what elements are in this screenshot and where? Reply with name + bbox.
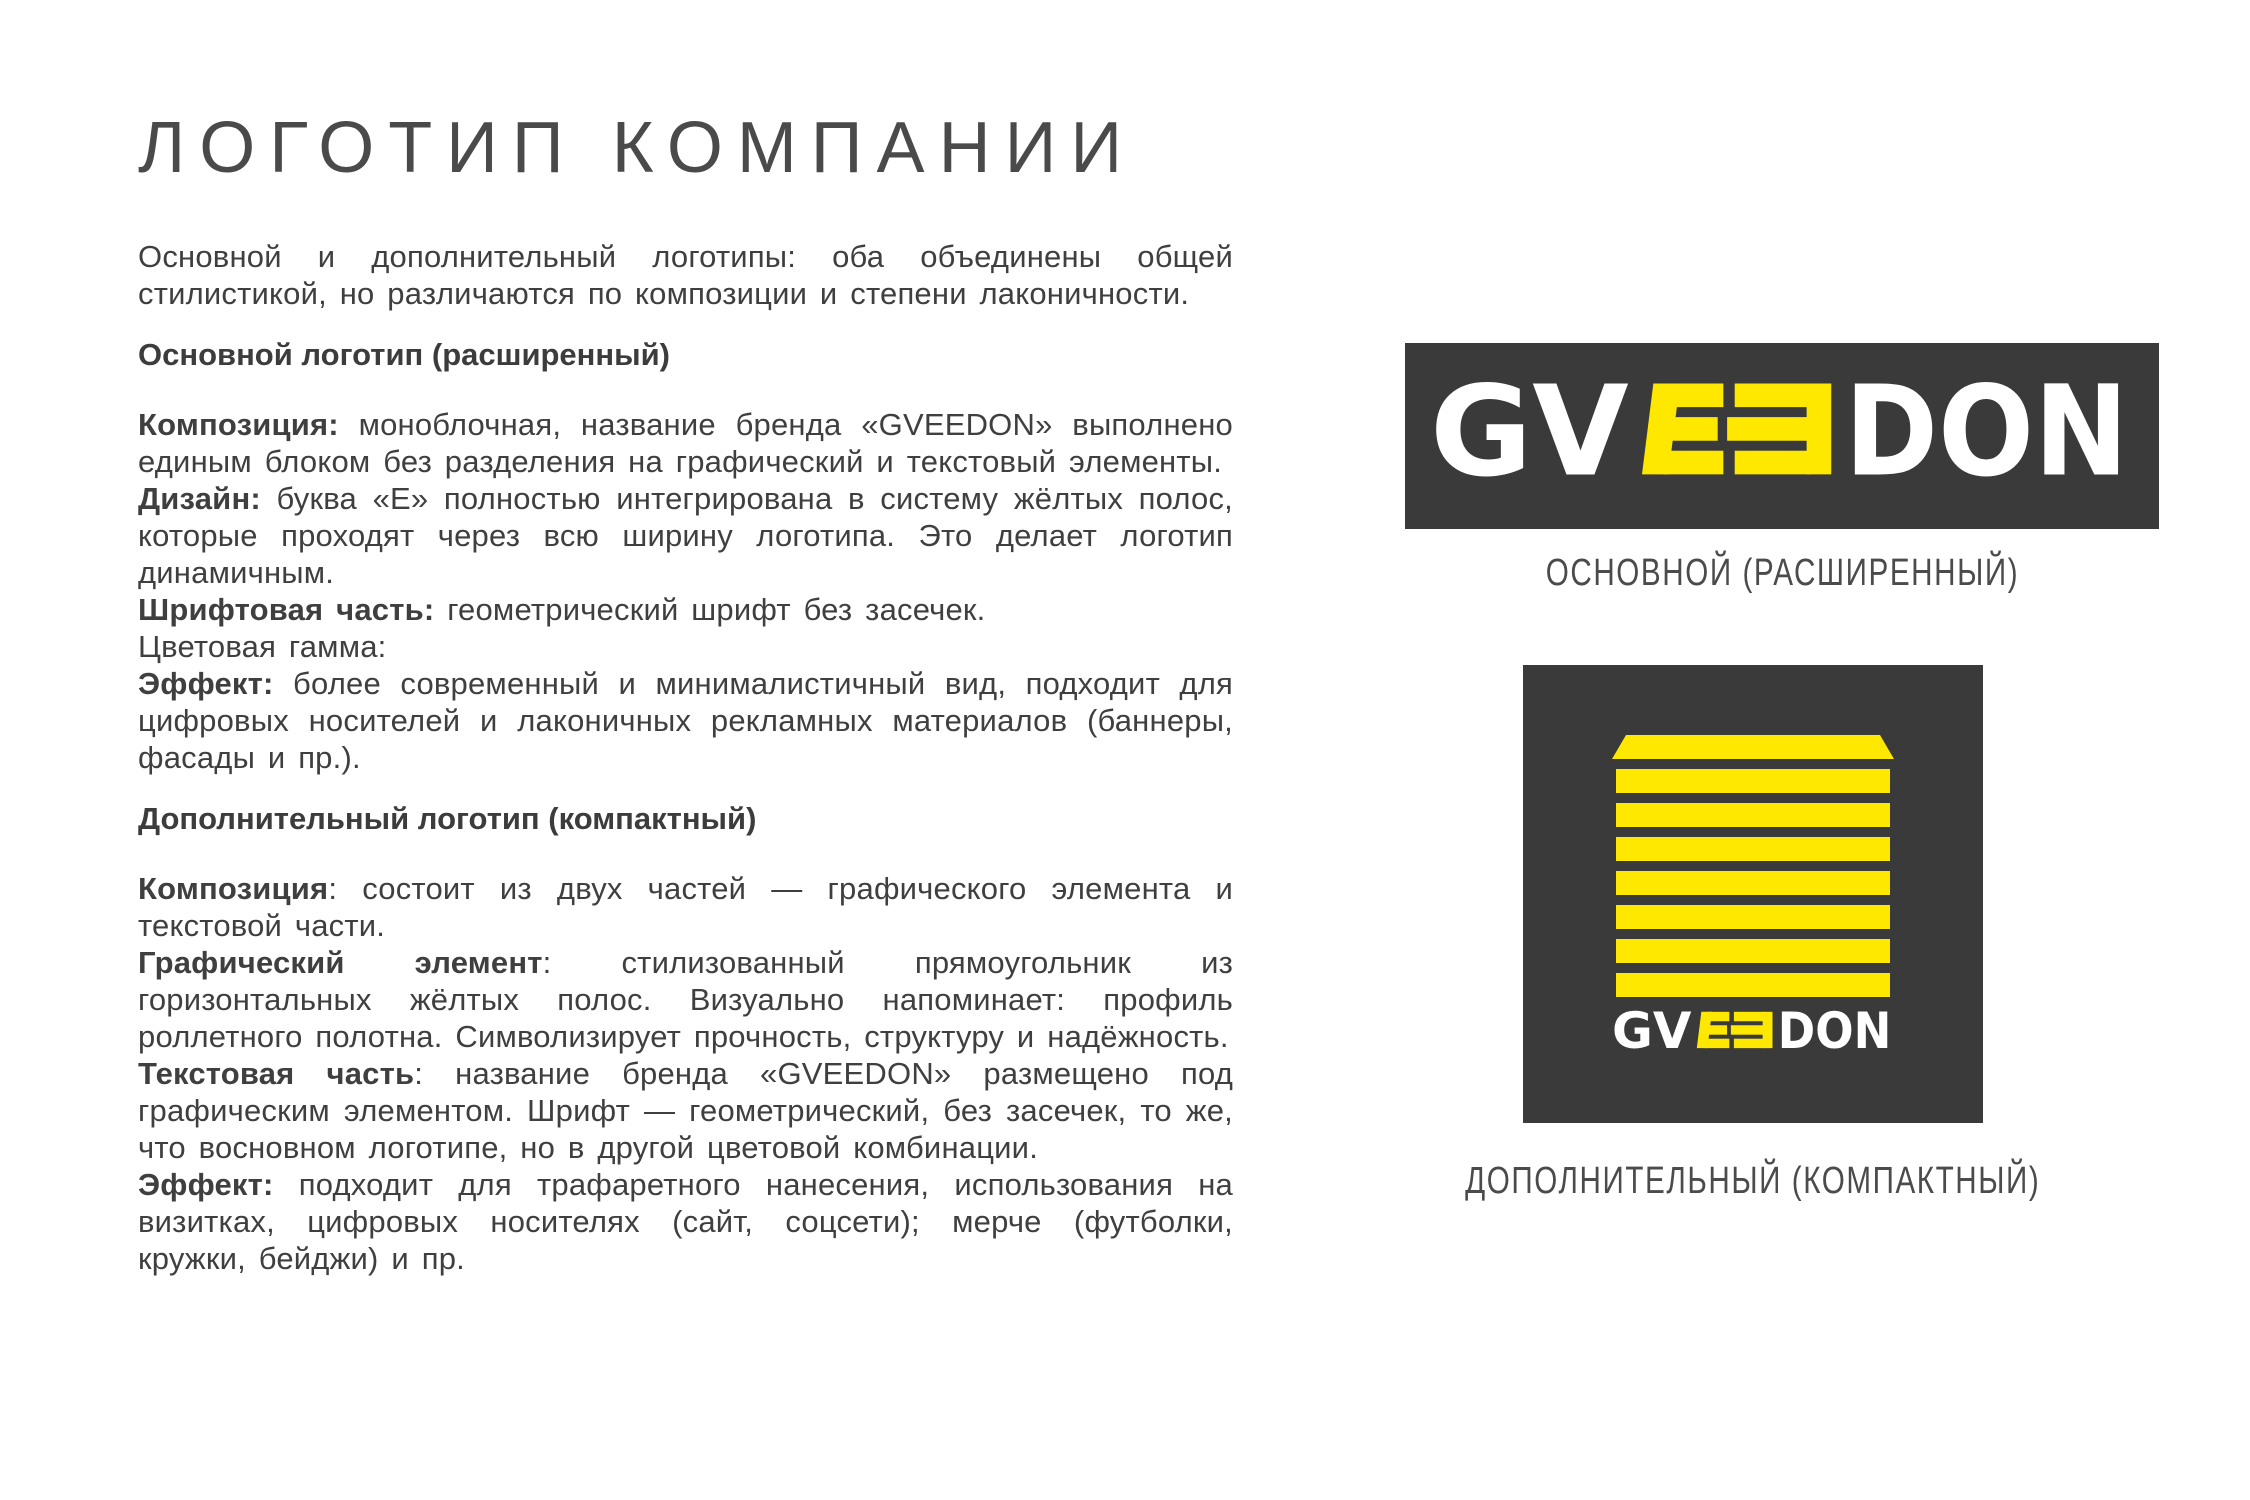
secondary-logo-box	[1523, 665, 1983, 1123]
stripe-top-trapezoid	[1612, 735, 1894, 759]
stripe	[1616, 769, 1890, 793]
body-paragraph: Текстовая часть: название бренда «GVEEDON» размещено под графическим элементом. Шрифт — геометрический, без засечек, то же, что восновном логотипе, но в другой цветовой комбинации.	[138, 1056, 1233, 1165]
body-paragraph: Цветовая гамма:	[138, 629, 387, 664]
stripe	[1616, 871, 1890, 895]
stripe	[1616, 973, 1890, 997]
primary-logo-caption: ОСНОВНОЙ (РАСШИРЕННЫЙ)	[1545, 552, 2019, 594]
stripes-group	[1612, 735, 1894, 997]
sections	[138, 336, 1233, 1277]
section-heading: Основной логотип (расширенный)	[138, 337, 670, 372]
intro-paragraph: Основной и дополнительный логотипы: оба объединены общей стилистикой, но различаются по композиции и степени лаконичности.	[138, 239, 1233, 311]
secondary-logo-caption: ДОПОЛНИТЕЛЬНЫЙ (КОМПАКТНЫЙ)	[1465, 1160, 2041, 1202]
text-column	[138, 108, 1233, 1277]
stripe	[1616, 837, 1890, 861]
secondary-logo-caption-wrap	[1378, 1160, 2128, 1202]
stripe	[1616, 803, 1890, 827]
secondary-logo-wordmark	[1612, 1008, 1894, 1058]
section-heading: Дополнительный логотип (компактный)	[138, 801, 757, 836]
body-paragraph: Эффект: подходит для трафаретного нанесения, использования на визитках, цифровых носителях (сайт, соцсети); мерче (футболки, кружки, бейджи) и пр.	[138, 1167, 1233, 1276]
body-paragraph: Шрифтовая часть: геометрический шрифт без засечек.	[138, 592, 986, 627]
body-paragraph: Композиция: моноблочная, название бренда «GVEEDON» выполнено единым блоком без разделения на графический и текстовый элементы.	[138, 407, 1233, 479]
body-paragraph: Эффект: более современный и минималистичный вид, подходит для цифровых носителей и лаконичных рекламных материалов (баннеры, фасады и пр.).	[138, 666, 1233, 775]
primary-logo-box	[1405, 343, 2159, 529]
body-paragraph: Графический элемент: стилизованный прямоугольник из горизонтальных жёлтых полос. Визуально напоминает: профиль роллетного полотна. Символизирует прочность, структуру и надёжность.	[138, 945, 1233, 1054]
primary-logo-graphic	[1430, 374, 2135, 499]
page-title: ЛОГОТИП КОМПАНИИ	[138, 108, 1137, 188]
body-paragraph: Дизайн: буква «Е» полностью интегрирована в систему жёлтых полос, которые проходят через всю ширину логотипа. Это делает логотип динамичным.	[138, 481, 1233, 590]
stripe	[1616, 939, 1890, 963]
stripe	[1616, 905, 1890, 929]
primary-logo-caption-wrap	[1405, 552, 2159, 594]
stripes-graphic	[1612, 735, 1894, 997]
body-paragraph: Композиция: состоит из двух частей — графического элемента и текстовой части.	[138, 871, 1233, 943]
